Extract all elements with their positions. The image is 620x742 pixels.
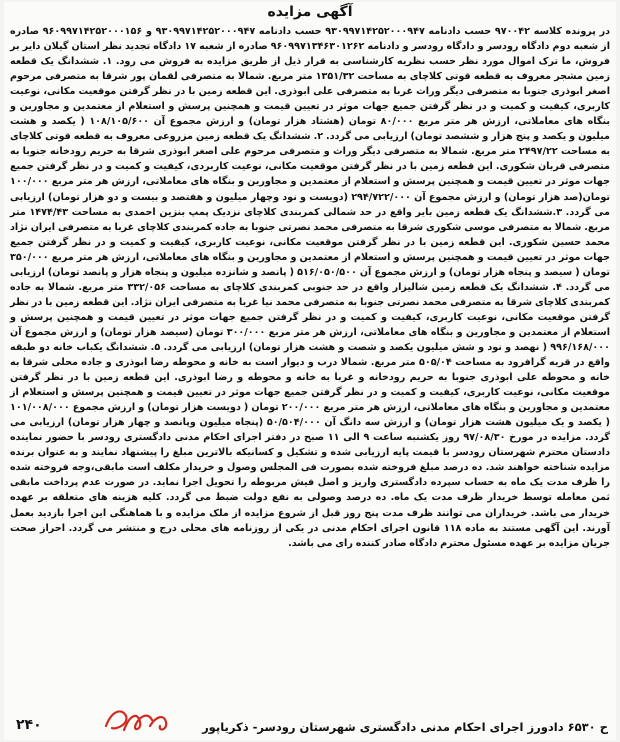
- red-handwritten-mark-icon: [102, 704, 172, 736]
- footer-signature: ح ۶۵۳۰ دادورز اجرای احکام مدنی دادگستری شهرستان رودسر- ذکریاپور: [202, 720, 608, 734]
- notice-code: ۲۴۰: [16, 717, 42, 733]
- notice-body: در پرونده کلاسه ۹۷۰۰۴۲ حسب دادنامه ۹۳۰۹۹۷۱۴۲۵۲۰۰۰۹۴۷ حسب دادنامه ۹۳۰۹۹۷۱۴۲۵۲۰۰۰۹۴۷ و ۹۶۰۹۹۷۱۴۲۵۲۰۰۰۱۵۶ صادره از شعبه دوم دادگاه رودسر و دادگاه رودسر و دادنامه ۹۶۰۹۹۷۱۳۴۶۳۰۱۲۶۲ صادره از شعبه ۱۷ دادگاه تجدید نظر استان گیلان دایر بر فروش، ما ترک اموال مورد نظر حسب نظریه کارشناسی به قرار ذیل از طریق مزایده به فروش می رود. ۱. ششدانگ یک قطعه زمین مشجر معروف به قطعه قوتی کلاچای به مساحت ۱۳۵۱/۳۲ متر مربع. شمالا به متصرفی لقمان پور شرقا به متصرفی مرحوم اصغر ابوذری جنوبا به متصرفی دیگر وراث غربا به متصرفی علی ابوذری. این قطعه زمین با در نظر گرفتن موقعیت مکانی، نوعیت کاربری، کیفیت و کمیت و در نظر گرفتن جمیع جهات موثر در تعیین قیمت و همچنین پرسش و استعلام از معتمدین و مجاورین و بنگاه های معاملاتی، ارزش هر متر مربع ۸۰/۰۰۰ تومان (هشتاد هزار تومان) و ارزش مجموع آن ۱۰۸/۱۰۵/۶۰۰ ( یکصد و هشت میلیون و یکصد و پنج هزار و ششصد تومان) ارزیابی می گردد. ۲. ششدانگ یک قطعه زمین مزروعی معروف به قطعه قوتی کلاچای به مساحت ۲۴۹۷/۲۲ متر مربع. شمالا به متصرفی دیگر وراث و متصرفی مرحوم علی اصغر ابوذری شرقا به حریم رودخانه جنوبا به متصرفی قربان شکوری. این قطعه زمین با در نظر گرفتن موقعیت مکانی، نوعیت کاربردی، کیفیت و کمیت و در نظر گرفتن جمیع جهات موثر در تعیین قیمت و همچنین پرسش و استعلام از معتمدین و مجاورین و بنگاه های معاملاتی، ارزش هر متر مربع ۱۰۰/۰۰۰ تومان(صد هزار تومان) و ارزش مجموع آن ۲۹۴/۷۲۲/۰۰۰ (دویست و نود وچهار میلیون و هفتصد و بیست و دو هزار تومان) ارزیابی می گردد. ۳.ششدانگ یک قطعه زمین بایر واقع در حد شمالی کمربندی کلاچای نزدیک پمپ بنزین احمدی به مساحت ۱۴۷۴/۴۳ متر مربع. شمالا به متصرفی موسی شکوری شرقا به متصرفی محمد نصرتی جنوبا به جاده کمربندی کلاچای غربا به متصرفی ایران نژاد محمد حسین شکوری. این قطعه زمین با در نظر گرفتن موقعیت مکانی، نوعیت کاربری، کیفیت و کمیت و در نظر گرفتن جمیع جهات موثر در تعیین قیمت و همچنین پرسش و استعلام از معتمدین و مجاورین و بنگاه های معاملاتی، ارزش هر متر مربع ۳۵۰/۰۰۰ تومان ( سیصد و پنجاه هزار تومان) و ارزش مجموع آن ۵۱۶/۰۵۰/۵۰۰ ( پانصد و شانزده میلیون و پنجاه هزار و پانصد تومان) ارزیابی می گردد. ۴. ششدانگ یک قطعه زمین شالیزار واقع در حد جنوبی کمربندی کلاچای به مساحت ۳۳۲/۰۵۶ متر مربع. شمالا به جاده کمربندی کلاچای شرقا به متصرفی محمد نصرتی جنوبا به متصرفی محمد نیا غربا به متصرفی ایران نژاد. این قطعه زمین با در نظر گرفتن موقعیت مکانی، نوعیت کاربری، کیفیت و کمیت و در نظر گرفتن جمیع جهات موثر در تعیین قیمت و همچنین پرسش و استعلام از معتمدین و مجاورین و بنگاه های معاملاتی، ارزش هر متر مربع ۳۰۰/۰۰۰ تومان (سیصد هزار تومان) و ارزش مجموع آن ۹۹۶/۱۶۸/۰۰۰ ( نهصد و نود و شش میلیون یکصد و شصت و هشت هزار تومان) ارزیابی می گردد. ۵. ششدانگ یکباب خانه دو طبقه واقع در قریه گرافرود به مساحت ۵۰۵/۰۴ متر مربع. شمالا درب و دیوار است به خانه و محوطه رضا ابوذری و جاده محلی شرقا به خانه و محوطه علی ابوذری جنوبا به حریم رودخانه و غربا به خانه و محوطه و رضا ابوذری. این قطعه زمین با در نظر گرفتن موقعیت مکانی، نوعیت کاربری، کیفیت و کمیت و در نظر گرفتن جمیع جهات موثر در تعیین قیمت و همچنین پرسش و استعلام از معتمدین و مجاورین و بنگاه های معاملاتی، ارزش هر متر مربع ۲۰۰/۰۰۰ تومان ( دویست هزار تومان) و ارزش مجموع ۱۰۱/۰۰۸/۰۰۰ ( یکصد و یک میلیون هشت هزار تومان) و ارزش سه دانگ آن ۵۰/۵۰۴/۰۰۰ (پنجاه میلیون وپانصد و چهار هزار تومان) ارزیابی می گردد. مزایده در مورخ ۹۷/۰۸/۳۰ روز یکشنبه ساعت ۹ الی ۱۱ صبح در دفتر اجرای احکام مدنی دادگستری رودسر با حضور نماینده دادستان محترم شهرستان رودسر با قیمت پایه ارزیابی شده و تشکیل و کسانیکه بالاترین مبلغ را پیشنهاد نمایند و به عنوان برنده مزایده شناخته خواهند شد. ده درصد مبلغ فروخته شده بصورت فی المجلس وصول و خریدار مکلف است مابقی،وجه فروخته شده را ظرف مدت یک ماه به حساب سپرده دادگستری واریز و اصل فیش مربوطه را تحویل اجرا نماید. در صورت عدم پرداخت مابقی ثمن معامله توسط خریدار ظرف مدت یک ماه. ده درصد وصولی به نفع دولت ضبط می گردد. کلیه هزینه های متعلقه بر عهده خریدار می باشد. خریداران می توانند ظرف مدت پنج روز قبل از شروع مزایده از ملک مزایده و با هماهنگی این اجرا بازدید بعمل آورند. این آگهی مستند به ماده ۱۱۸ قانون اجرای احکام مدنی در یکی از روزنامه های محلی درج و منتشر می گردد. احراز صحت جریان مزایده بر عهده مسئول محترم دادگاه صادر کننده رای می باشد.: [10, 26, 611, 549]
- notice-title: آگهی مزایده: [267, 4, 353, 20]
- notice-footer: [4, 706, 616, 736]
- auction-notice: [4, 2, 616, 740]
